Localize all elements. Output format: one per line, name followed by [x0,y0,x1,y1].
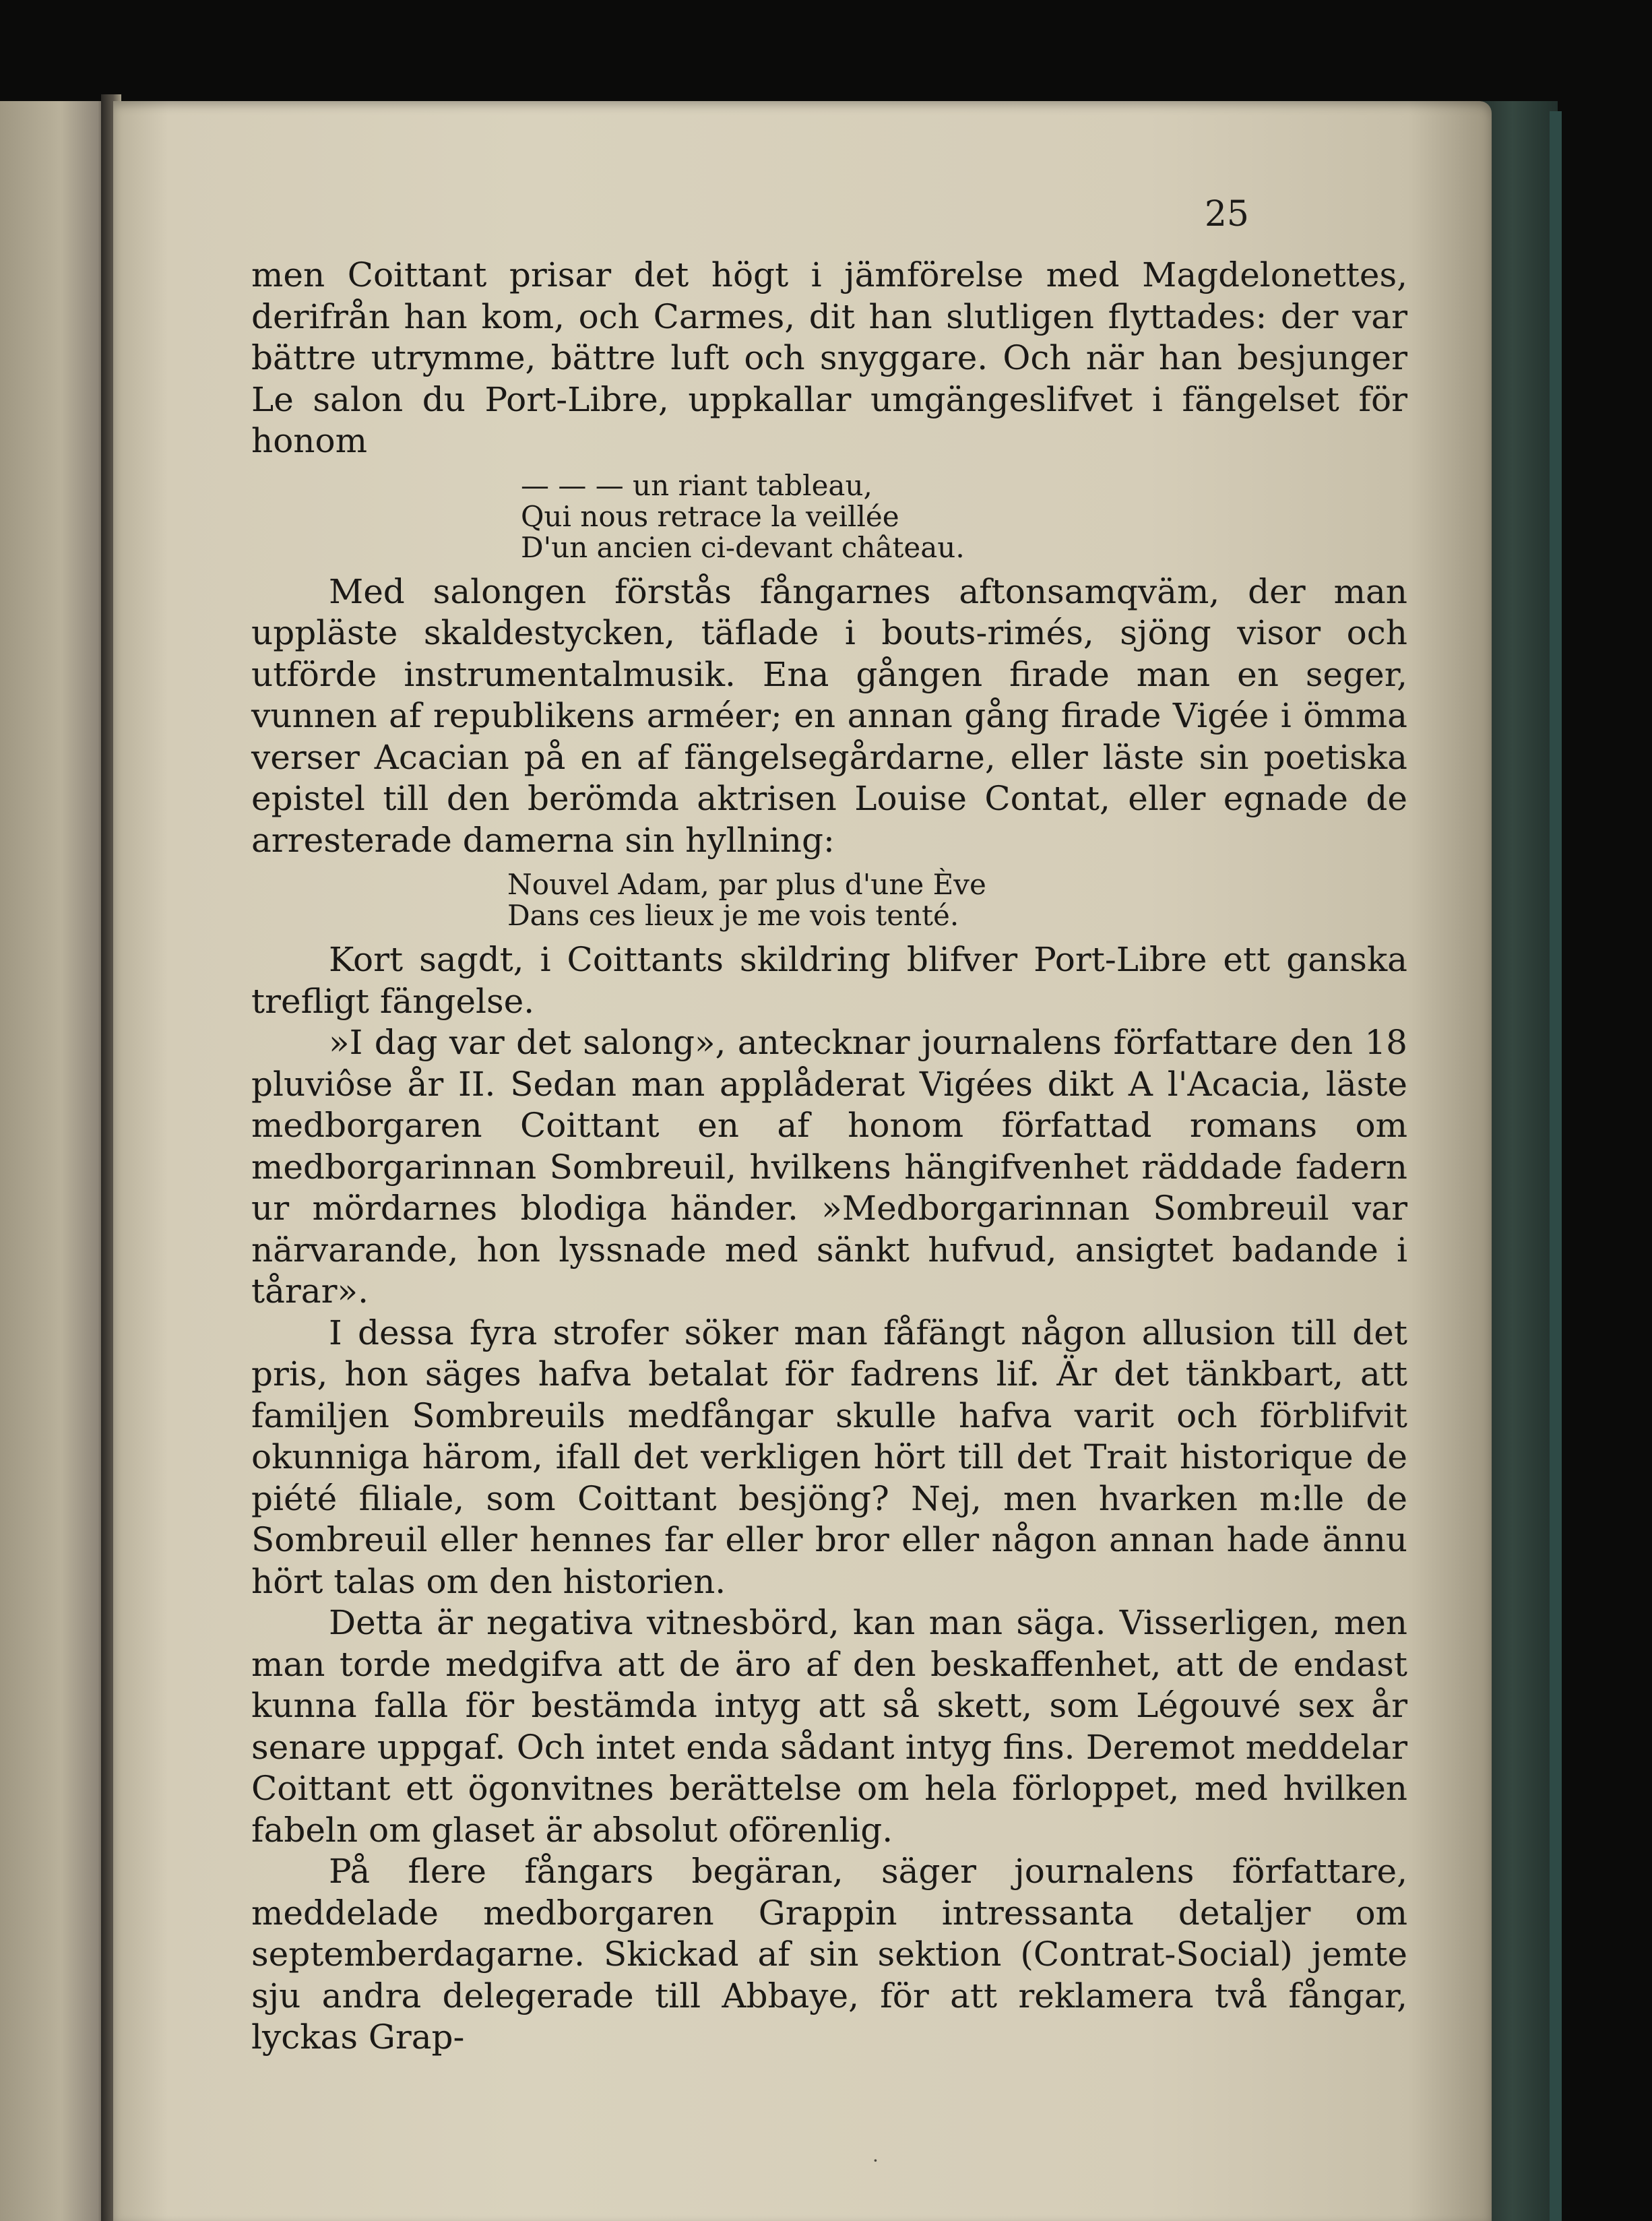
book-cover-edge [1482,101,1558,2221]
verse-line: — — — un riant tableau, [521,468,872,502]
paragraph-5: I dessa fyra strofer söker man fåfängt någon allusion till det pris, hon säges hafva betalat för fadrens lif. Är det tänkbart, att familjen Sombreuils medfångar skulle hafva varit och förblifvit okunniga härom, ifall det verkligen hört till det Trait historique de piété filiale, som Coittant besjöng? Nej, men hvarken m:lle de Sombreuil eller hennes far eller bror eller någon annan hade ännu hört talas om den historien. [251,1313,1407,1601]
paragraph-2: Med salongen förstås fångarnes aftonsamqväm, der man uppläste skaldestycken, täflade i bouts-rimés, sjöng visor och utförde instrumentalmusik. Ena gången firade man en seger, vunnen af republikens arméer; en annan gång firade Vigée i ömma verser Acacian på en af fängelsegårdarne, eller läste sin poetiska epistel till den berömda aktrisen Louise Contat, eller egnade de arresterade damerna sin hyllning: [251,571,1407,860]
paragraph-6: Detta är negativa vitnesbörd, kan man säga. Visserligen, men man torde medgifva att de äro af den beskaffenhet, att de endast kunna falla för bestämda intyg att så skett, som Légouvé sex år senare uppgaf. Och intet enda sådant intyg fins. Deremot meddelar Coittant ett ögonvitnes berättelse om hela förloppet, med hvilken fabeln om glaset är absolut oförenlig. [251,1603,1407,1850]
page-text [251,255,1407,2059]
verse-line: Qui nous retrace la veillée [521,499,899,533]
paragraph-7: På flere fångars begäran, säger journalens författare, meddelade medborgaren Grappin intressanta detaljer om septemberdagarne. Skickad af sin sektion (Contrat-Social) jemte sju andra delegerade till Abbaye, för att reklamera två fångar, lyckas Grap- [251,1852,1407,2057]
left-page-edge [0,101,111,2221]
paragraph-3: Kort sagdt, i Coittants skildring blifver Port-Libre ett ganska trefligt fängelse. [251,940,1407,1021]
book-cover-spine [1550,111,1562,2221]
verse-line: D'un ancien ci-devant château. [521,530,965,564]
verse-quote-2 [251,869,1407,931]
paragraph-1: men Coittant prisar det högt i jämförelse med Magdelonettes, derifrån han kom, och Carmes, dit han slutligen flyttades: der var bättre utrymme, bättre luft och snyggare. Och när han besjunger Le salon du Port-Libre, uppkallar umgängeslifvet i fängelset för honom [251,255,1407,460]
verse-quote-1 [251,470,1407,563]
page-number: 25 [1204,194,1249,234]
verse-line: Dans ces lieux je me vois tenté. [507,899,959,932]
verse-line: Nouvel Adam, par plus d'une Ève [507,868,986,901]
book-page [113,101,1492,2221]
paragraph-4: »I dag var det salong», antecknar journalens författare den 18 pluviôse år II. Sedan man applåderat Vigées dikt A l'Acacia, läste medborgaren Coittant en af honom författad romans om medborgarinnan Sombreuil, hvilkens hängifvenhet räddade fadern ur mördarnes blodiga händer. »Medborgarinnan Sombreuil var närvarande, hon lyssnade med sänkt hufvud, ansigtet badande i tårar». [251,1023,1407,1311]
ink-speck: · [872,2150,879,2172]
